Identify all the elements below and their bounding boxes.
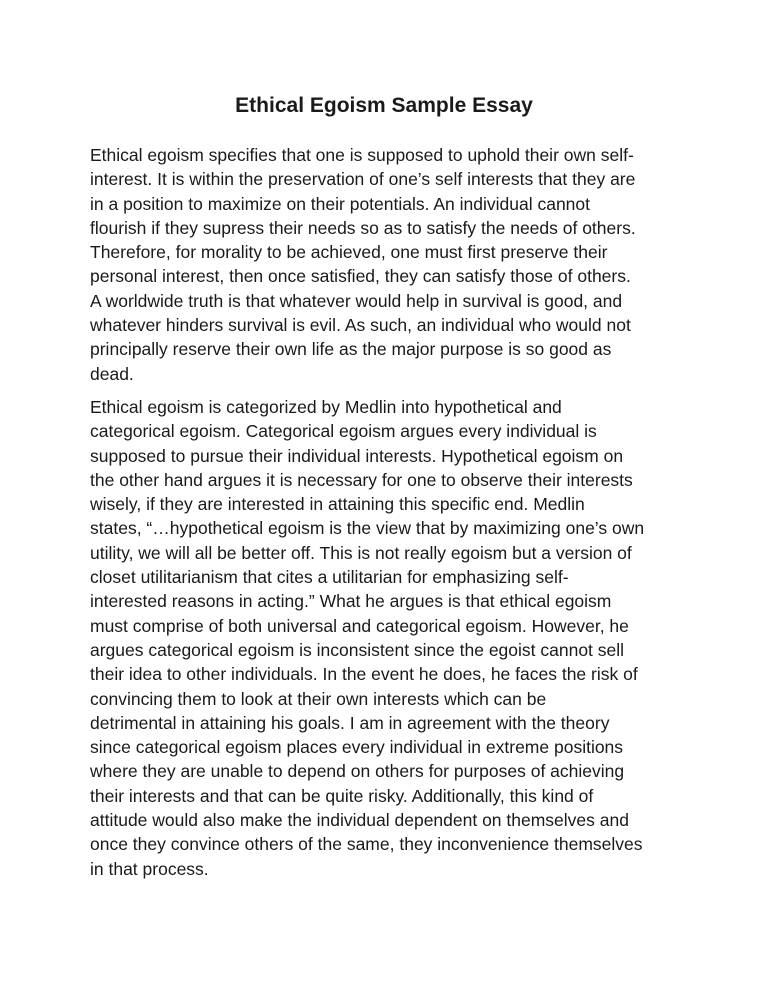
text-line: Ethical egoism is categorized by Medlin into hypothetical and: [90, 396, 562, 417]
paragraph-1: [90, 143, 690, 386]
text-line: whatever hinders survival is evil. As such, an individual who would not: [90, 315, 631, 336]
essay-body: [90, 143, 690, 890]
text-line: since categorical egoism places every individual in extreme positions: [90, 737, 624, 758]
text-line: Ethical egoism specifies that one is supposed to uphold their own self-: [90, 145, 634, 165]
text-line: their idea to other individuals. In the event he does, he faces the risk of: [90, 664, 638, 685]
text-line: states, “…hypothetical egoism is the view that by maximizing one’s own: [90, 518, 645, 539]
text-line: the other hand argues it is necessary for one to observe their interests: [90, 469, 633, 490]
text-line: detrimental in attaining his goals. I am in agreement with the theory: [90, 712, 610, 733]
text-line: convincing them to look at their own interests which can be: [90, 688, 547, 709]
text-line: in that process.: [90, 858, 209, 879]
text-line: wisely, if they are interested in attaining this specific end. Medlin: [90, 494, 585, 515]
text-line: where they are unable to depend on others for purposes of achieving: [90, 761, 625, 782]
text-line: once they convince others of the same, they inconvenience themselves: [90, 834, 643, 855]
text-line: must comprise of both universal and categorical egoism. However, he: [90, 615, 629, 636]
text-line: closet utilitarianism that cites a utilitarian for emphasizing self-: [90, 567, 569, 588]
text-line: principally reserve their own life as the major purpose is so good as: [90, 339, 612, 360]
text-line: personal interest, then once satisfied, they can satisfy those of others.: [90, 266, 631, 287]
text-line: flourish if they supress their needs so as to satisfy the needs of others.: [90, 217, 636, 238]
text-line: categorical egoism. Categorical egoism argues every individual is: [90, 421, 597, 442]
text-line: dead.: [90, 363, 134, 384]
paragraph-2: [90, 395, 690, 881]
text-line: Therefore, for morality to be achieved, one must first preserve their: [90, 242, 608, 263]
text-line: in a position to maximize on their potentials. An individual cannot: [90, 193, 591, 214]
text-line: argues categorical egoism is inconsistent since the egoist cannot sell: [90, 639, 625, 660]
text-line: attitude would also make the individual dependent on themselves and: [90, 810, 629, 831]
text-line: supposed to pursue their individual interests. Hypothetical egoism on: [90, 445, 624, 466]
text-line: interested reasons in acting.” What he argues is that ethical egoism: [90, 591, 612, 612]
text-line: utility, we will all be better off. This is not really egoism but a version of: [90, 542, 632, 563]
text-line: interest. It is within the preservation of one’s self interests that they are: [90, 169, 636, 190]
text-line: A worldwide truth is that whatever would help in survival is good, and: [90, 290, 623, 311]
text-line: their interests and that can be quite risky. Additionally, this kind of: [90, 785, 594, 806]
page-title: Ethical Egoism Sample Essay: [235, 94, 533, 117]
